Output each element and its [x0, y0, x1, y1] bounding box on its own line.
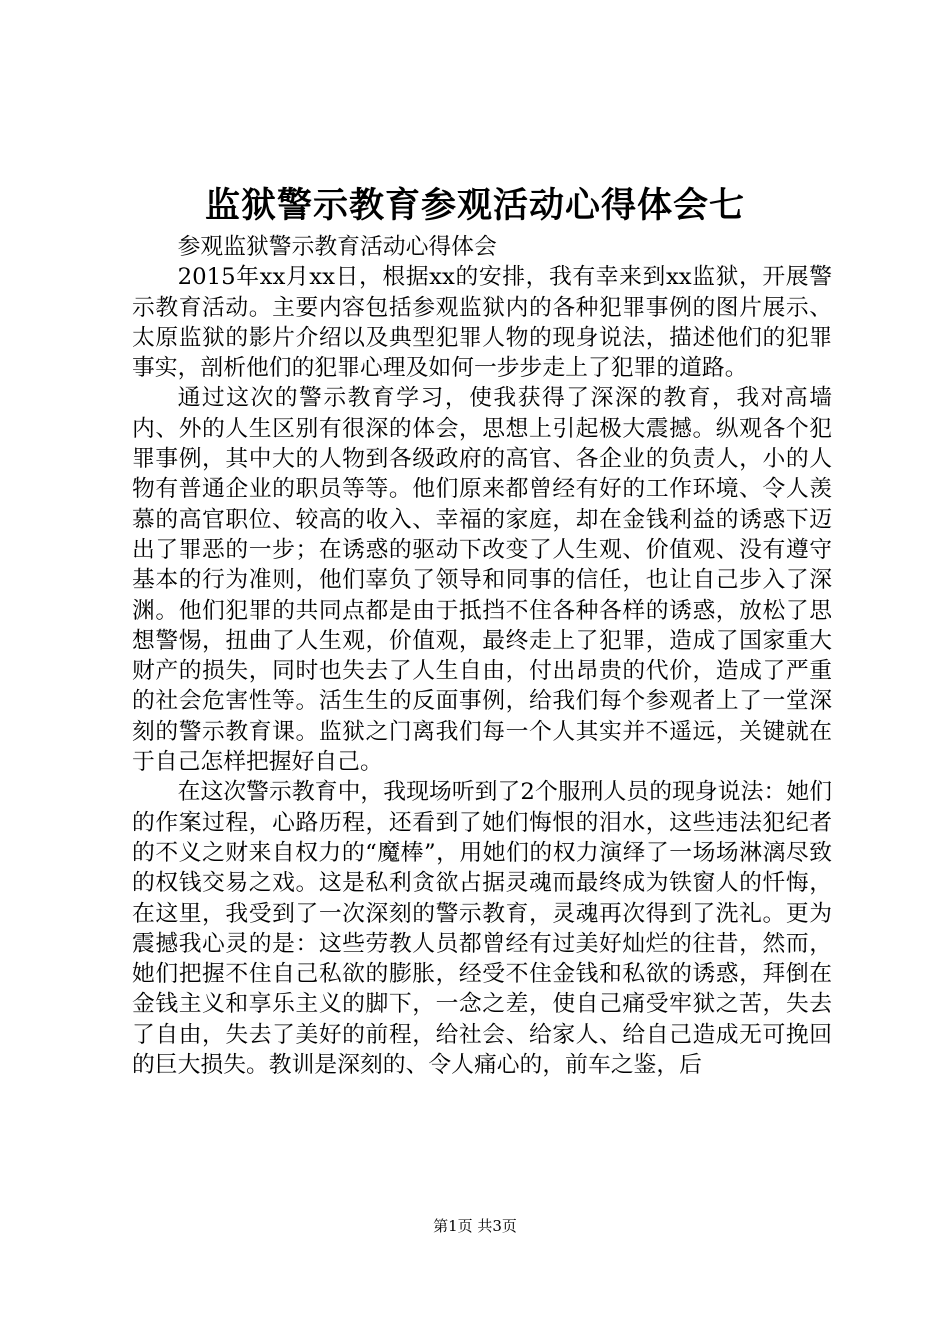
body-paragraph: 2015年xx月xx日，根据xx的安排，我有幸来到xx监狱，开展警示教育活动。主要内容包括参观监狱内的各种犯罪事例的图片展示、太原监狱的影片介绍以及典型犯罪人物的现身说法，描述他们的犯罪事实，剖析他们的犯罪心理及如何一步步走上了犯罪的道路。 [132, 264, 832, 382]
subtitle-paragraph: 参观监狱警示教育活动心得体会 [177, 234, 497, 260]
document-title: 监狱警示教育参观活动心得体会七 [204, 186, 745, 226]
body-paragraph: 通过这次的警示教育学习，使我获得了深深的教育，我对高墙内、外的人生区别有很深的体会，思想上引起极大震撼。纵观各个犯罪事例，其中大的人物到各级政府的高官、各企业的负责人，小的人物有普通企业的职员等等。他们原来都曾经有好的工作环境、令人羡慕的高官职位、较高的收入、幸福的家庭，却在金钱利益的诱惑下迈出了罪恶的一步；在诱惑的驱动下改变了人生观、价值观、没有遵守基本的行为准则，他们辜负了领导和同事的信任，也让自己步入了深渊。他们犯罪的共同点都是由于抵挡不住各种各样的诱惑，放松了思想警惕，扭曲了人生观，价值观，最终走上了犯罪，造成了国家重大财产的损失，同时也失去了人生自由，付出昂贵的代价，造成了严重的社会危害性等。活生生的反面事例，给我们每个参观者上了一堂深刻的警示教育课。监狱之门离我们每一个人其实并不遥远，关键就在于自己怎样把握好自己。 [132, 385, 832, 776]
body-paragraph: 在这次警示教育中，我现场听到了2个服刑人员的现身说法：她们的作案过程，心路历程，还看到了她们悔恨的泪水，这些违法犯纪者的不义之财来自权力的“魔棒”，用她们的权力演绎了一场场淋漓尽致的权钱交易之戏。这是私利贪欲占据灵魂而最终成为铁窗人的忏悔，在这里，我受到了一次深刻的警示教育，灵魂再次得到了洗礼。更为震撼我心灵的是：这些劳教人员都曾经有过美好灿烂的往昔，然而，她们把握不住自己私欲的膨胀，经受不住金钱和私欲的诱惑，拜倒在金钱主义和享乐主义的脚下，一念之差，使自己痛受牢狱之苦，失去了自由，失去了美好的前程，给社会、给家人、给自己造成无可挽回的巨大损失。教训是深刻的、令人痛心的，前车之鉴，后 [132, 779, 832, 1079]
page-number-footer: 第1页 共3页 [433, 1217, 517, 1235]
document-body [132, 232, 832, 1080]
